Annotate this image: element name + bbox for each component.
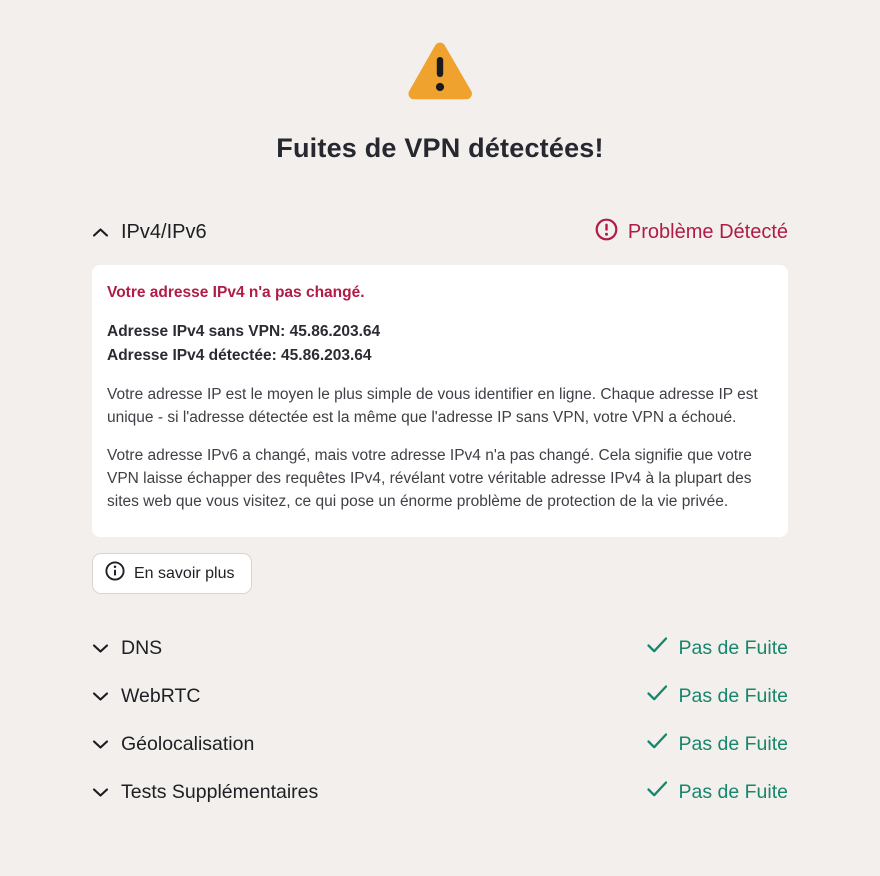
section-header-dns[interactable] <box>92 624 788 672</box>
chevron-down-icon <box>92 787 109 798</box>
page-title: Fuites de VPN détectées! <box>276 133 604 163</box>
report-header <box>92 0 788 164</box>
status-badge-ok <box>646 779 788 805</box>
check-icon <box>646 635 669 661</box>
explanation-paragraph-1: Votre adresse IP est le moyen le plus simple de vous identifier en ligne. Chaque adresse IP est unique - si l'adresse détectée est la même que l'adresse IP sans VPN, votre VPN a échoué. <box>107 386 758 426</box>
leak-sections-list <box>92 624 788 816</box>
status-badge-problem <box>595 218 788 247</box>
status-badge-ok <box>646 683 788 709</box>
ip-without-vpn: Adresse IPv4 sans VPN: 45.86.203.64 <box>107 323 381 340</box>
section-label: DNS <box>121 636 163 659</box>
chevron-down-icon <box>92 739 109 750</box>
section-label: WebRTC <box>121 684 201 707</box>
status-text: Problème Détecté <box>627 221 788 243</box>
learn-more-label: En savoir plus <box>134 564 235 582</box>
learn-more-button[interactable] <box>92 553 252 594</box>
status-badge-ok <box>646 731 788 757</box>
section-label: IPv4/IPv6 <box>121 221 207 243</box>
warning-triangle-icon <box>407 42 473 105</box>
check-icon <box>646 779 669 805</box>
status-badge-ok <box>646 635 788 661</box>
check-icon <box>646 731 669 757</box>
section-header-geolocalisation[interactable] <box>92 720 788 768</box>
info-icon <box>105 561 125 586</box>
section-label: Tests Supplémentaires <box>121 780 319 803</box>
status-text: Pas de Fuite <box>678 732 788 755</box>
explanation-paragraph-2: Votre adresse IPv6 a changé, mais votre adresse IPv4 n'a pas changé. Cela signifie que votre VPN laisse échapper des requêtes IPv4, révélant votre véritable adresse IPv4 à la plupart des sites web que vous visitez, ce qui pose un énorme problème de protection de la vie privée. <box>107 447 752 510</box>
check-icon <box>646 683 669 709</box>
status-text: Pas de Fuite <box>678 684 788 707</box>
chevron-down-icon <box>92 643 109 654</box>
status-text: Pas de Fuite <box>678 636 788 659</box>
chevron-down-icon <box>92 691 109 702</box>
chevron-up-icon <box>92 227 109 238</box>
section-header-tests-supplementaires[interactable] <box>92 768 788 816</box>
alert-circle-icon <box>595 218 618 247</box>
ipv4-detail-card <box>92 265 788 537</box>
status-text: Pas de Fuite <box>678 780 788 803</box>
section-label: Géolocalisation <box>121 732 255 755</box>
leak-headline: Votre adresse IPv4 n'a pas changé. <box>107 284 365 301</box>
section-header-ipv4-ipv6[interactable] <box>92 218 788 247</box>
section-header-webrtc[interactable] <box>92 672 788 720</box>
ip-detected: Adresse IPv4 détectée: 45.86.203.64 <box>107 347 372 364</box>
